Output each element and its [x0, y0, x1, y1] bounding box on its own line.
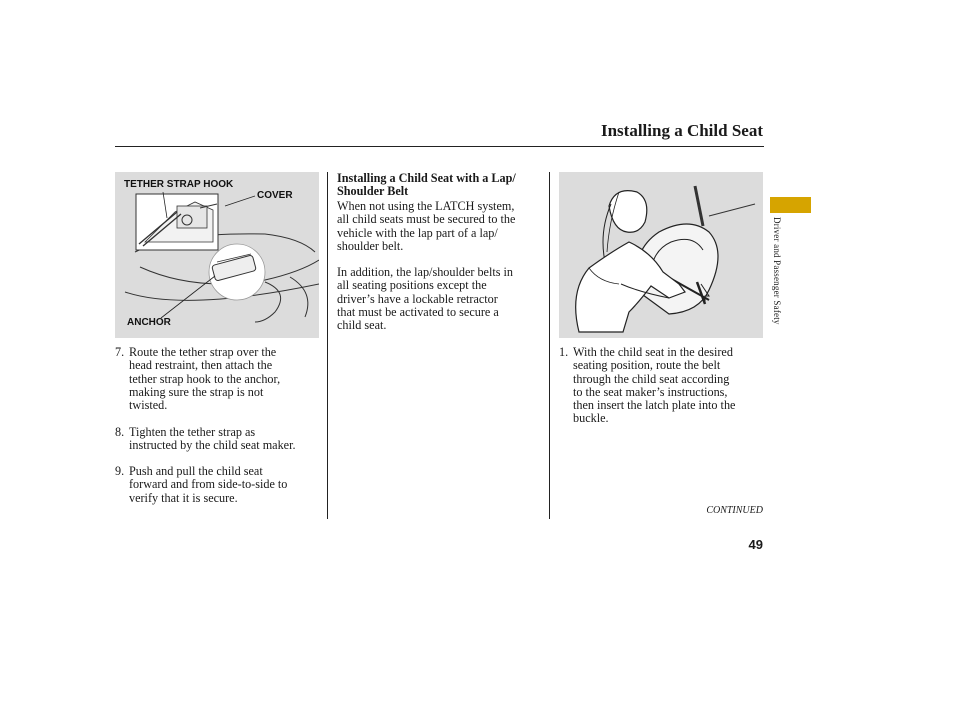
step-line: through the child seat according [573, 371, 730, 386]
paragraph-line: all child seats must be secured to the [337, 212, 516, 227]
step-line: making sure the strap is not [129, 384, 264, 399]
step-line: twisted. [129, 398, 168, 413]
step-line: head restraint, then attach the [129, 358, 273, 373]
step-line: Route the tether strap over the [129, 345, 277, 359]
tether-strap-hook-label: TETHER STRAP HOOK [124, 179, 234, 190]
tether-anchor-illustration [115, 172, 319, 338]
step-line: instructed by the child seat maker. [129, 438, 296, 453]
paragraph-line: child seat. [337, 318, 387, 333]
woman-installing-seat-drawing [559, 172, 763, 338]
title-divider [115, 146, 764, 147]
paragraph-line: that must be activated to secure a [337, 304, 499, 319]
step-number: 8. [115, 425, 125, 439]
section-tab [770, 197, 811, 213]
column-divider-left [327, 172, 328, 519]
step-1 [559, 346, 764, 428]
step-8 [115, 426, 325, 456]
retractor-paragraph [337, 266, 545, 332]
step-7 [115, 346, 325, 416]
child-seat-installation-illustration [559, 172, 763, 338]
section-heading [337, 172, 547, 198]
paragraph-line: When not using the LATCH system, [337, 199, 515, 213]
step-line: With the child seat in the desired [573, 345, 733, 359]
paragraph-line: vehicle with the lap part of a lap/ [337, 225, 498, 240]
cover-label: COVER [257, 190, 293, 201]
step-line: to the seat maker’s instructions, [573, 384, 728, 399]
continued-note: CONTINUED [706, 505, 763, 516]
step-line: forward and from side-to-side to [129, 477, 288, 492]
paragraph-line: In addition, the lap/shoulder belts in [337, 265, 514, 279]
step-line: Tighten the tether strap as [129, 425, 256, 439]
section-tab-label: Driver and Passenger Safety [772, 217, 782, 325]
anchor-label: ANCHOR [127, 317, 171, 328]
step-line: tether strap hook to the anchor, [129, 371, 281, 386]
step-number: 7. [115, 345, 125, 359]
step-line: buckle. [573, 411, 609, 426]
step-line: seating position, route the belt [573, 358, 721, 373]
step-9 [115, 465, 325, 507]
paragraph-line: driver’s have a lockable retractor [337, 291, 498, 306]
page-title: Installing a Child Seat [600, 121, 763, 140]
column-divider-right [549, 172, 550, 519]
page-number: 49 [748, 537, 763, 552]
paragraph-line: all seating positions except the [337, 278, 487, 293]
paragraph-line: shoulder belt. [337, 238, 404, 253]
step-number: 9. [115, 464, 125, 478]
step-line: Push and pull the child seat [129, 464, 263, 478]
step-line: verify that it is secure. [129, 490, 238, 505]
heading-line: Shoulder Belt [337, 184, 409, 198]
step-number: 1. [559, 345, 569, 359]
latch-paragraph [337, 200, 545, 253]
step-line: then insert the latch plate into the [573, 398, 736, 413]
heading-line: Installing a Child Seat with a Lap/ [337, 171, 516, 185]
